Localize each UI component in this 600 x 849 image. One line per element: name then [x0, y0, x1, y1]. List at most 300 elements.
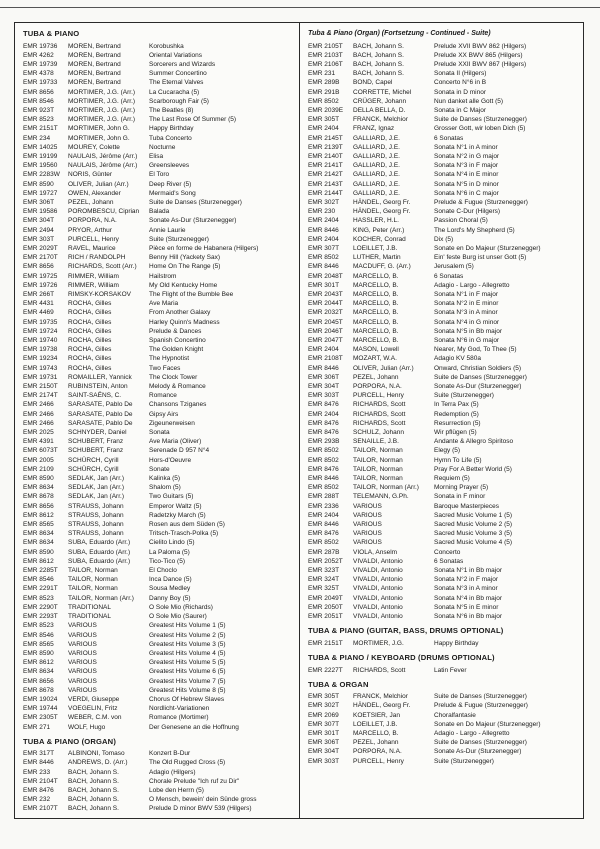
item-composer: RICHARDS, Scott: [353, 410, 406, 418]
item-title: Sonata N°2 in F major: [434, 576, 499, 584]
item-composer: PEZEL, Johann: [68, 198, 114, 206]
item-code: EMR 8634: [23, 539, 54, 547]
item-composer: KING, Peter (Arr.): [353, 226, 405, 234]
item-title: Hailstrom: [149, 272, 177, 280]
item-title: Greatest Hits Volume 2 (5): [149, 631, 226, 639]
item-title: Greatest Hits Volume 8 (5): [149, 686, 226, 694]
item-composer: RICHARDS, Scott: [353, 401, 406, 409]
item-composer: VERDI, Giuseppe: [68, 695, 120, 703]
catalog-row: [23, 51, 293, 60]
item-composer: SEDLAK, Jan (Arr.): [68, 484, 124, 492]
item-title: The Old Rugged Cross (5): [149, 759, 226, 767]
catalog-row: [23, 115, 293, 124]
catalog-row: [308, 345, 577, 354]
catalog-row: [308, 106, 577, 115]
item-code: EMR 2404: [308, 410, 339, 418]
item-code: EMR 2404: [308, 235, 339, 243]
item-composer: SCHULZ, Johann: [353, 429, 404, 437]
catalog-row: [308, 419, 577, 428]
item-title: Greatest Hits Volume 1 (5): [149, 622, 226, 630]
item-title: Chorale Prelude "Ich ruf zu Dir": [149, 777, 240, 785]
catalog-row: [308, 373, 577, 382]
item-title: Harley Quinn's Madness: [149, 318, 220, 326]
item-composer: SCHÜRCH, Cyrill: [68, 456, 119, 464]
item-composer: MOREN, Bertrand: [68, 70, 121, 78]
item-code: EMR 2466: [23, 419, 54, 427]
catalog-row: [308, 594, 577, 603]
catalog-row: [308, 520, 577, 529]
item-title: Elisa: [149, 152, 164, 160]
item-composer: VARIOUS: [68, 622, 97, 630]
item-code: EMR 2291T: [23, 585, 58, 593]
item-title: Sonata in C Major: [434, 106, 487, 114]
item-title: Adagio KV 580a: [434, 355, 481, 363]
item-title: Suite de Danses (Sturzenegger): [434, 693, 527, 701]
item-composer: STRAUSS, Johann: [68, 521, 124, 529]
item-title: Greatest Hits Volume 6 (5): [149, 668, 226, 676]
catalog-row: [308, 226, 577, 235]
catalog-row: [23, 768, 293, 777]
item-composer: MOREN, Bertrand: [68, 42, 121, 50]
catalog-row: [23, 795, 293, 804]
item-code: EMR 2005: [23, 456, 54, 464]
item-title: The Flight of the Bumble Bee: [149, 290, 234, 298]
item-title: Choralfantasie: [434, 711, 476, 719]
item-title: Melody & Romance: [149, 383, 206, 391]
catalog-row: [308, 336, 577, 345]
item-title: Tritsch-Trasch-Polka (5): [149, 530, 219, 538]
item-composer: ROCHA, Gilles: [68, 355, 112, 363]
catalog-row: [308, 566, 577, 575]
item-composer: OLIVER, Julian (Arr.): [353, 364, 414, 372]
catalog-row: [308, 720, 577, 729]
catalog-row: [23, 235, 293, 244]
item-code: EMR 8523: [23, 622, 54, 630]
catalog-row: [308, 692, 577, 701]
item-composer: VARIOUS: [68, 659, 97, 667]
item-title: Sousa Medley: [149, 585, 191, 593]
item-title: Spanish Concertino: [149, 337, 206, 344]
item-title: Adagio - Largo - Allegretto: [434, 730, 510, 738]
item-title: O Sole Mio (Saurer): [149, 613, 207, 621]
item-title: Suite de Danses (Sturzenegger): [149, 198, 242, 206]
catalog-row: [23, 520, 293, 529]
catalog-row: [308, 492, 577, 501]
item-code: EMR 8446: [308, 521, 339, 529]
item-title: Suite (Sturzenegger): [434, 757, 494, 765]
item-composer: GALLIARD, J.E.: [353, 152, 400, 160]
catalog-row: [308, 69, 577, 78]
item-code: EMR 8612: [23, 511, 54, 519]
item-composer: SARASATE, Pablo De: [68, 419, 133, 427]
catalog-row: [308, 51, 577, 60]
item-title: O Sole Mio (Richards): [149, 603, 213, 611]
item-composer: BACH, Johann S.: [68, 787, 119, 795]
item-composer: BACH, Johann S.: [68, 777, 119, 785]
item-composer: SARASATE, Pablo De: [68, 401, 133, 409]
item-composer: OWEN, Alexander: [68, 189, 121, 197]
item-title: Ave Maria: [149, 300, 179, 308]
item-composer: MOZART, W.A.: [353, 355, 397, 363]
item-title: Gipsy Airs: [149, 410, 179, 418]
catalog-row: [308, 428, 577, 437]
item-composer: MORTIMER, J.G. (Arr.): [68, 88, 136, 96]
catalog-section: [308, 626, 577, 648]
item-composer: RICHARDS, Scott: [353, 666, 406, 674]
catalog-row: [23, 143, 293, 152]
catalog-row: [23, 78, 293, 87]
catalog-row: [308, 318, 577, 327]
catalog-row: [308, 400, 577, 409]
catalog-row: [23, 290, 293, 299]
item-code: EMR 2049T: [308, 594, 343, 602]
item-title: Greatest Hits Volume 4 (5): [149, 649, 226, 657]
item-code: EMR 2305T: [23, 714, 58, 722]
item-composer: MARCELLO, B.: [353, 300, 399, 308]
catalog-row: [308, 738, 577, 747]
item-title: Suite de Danses (Sturzenegger): [434, 116, 527, 124]
catalog-row: [23, 400, 293, 409]
item-code: EMR 8634: [23, 530, 54, 538]
catalog-row: [23, 318, 293, 327]
item-code: EMR 8634: [23, 484, 54, 492]
catalog-row: [23, 161, 293, 170]
item-code: EMR 2039E: [308, 106, 344, 114]
item-composer: SUBA, Eduardo (Arr.): [68, 548, 131, 556]
item-title: Prelude & Fugue (Sturzenegger): [434, 198, 528, 206]
item-code: EMR 8590: [23, 475, 54, 483]
item-title: Scarborough Fair (5): [149, 97, 209, 105]
item-title: Sacred Music Volume 3 (5): [434, 530, 513, 538]
item-composer: CORRETTE, Michel: [353, 88, 412, 96]
item-title: Sonata N°3 in A minor: [434, 585, 498, 593]
item-code: EMR 6073T: [23, 447, 58, 455]
item-title: Sonata N°2 in G major: [434, 152, 500, 160]
item-title: The Golden Knight: [149, 346, 204, 354]
item-title: Radetzky March (5): [149, 511, 206, 519]
catalog-row: [308, 97, 577, 106]
catalog-row: [23, 492, 293, 501]
item-composer: RIMMER, William: [68, 281, 119, 289]
item-composer: DELLA BELLA, D.: [353, 106, 406, 114]
item-code: EMR 304T: [23, 217, 55, 225]
item-title: Sonata N°6 in Bb major: [434, 613, 502, 621]
item-code: EMR 2336: [308, 502, 339, 510]
item-title: 6 Sonatas: [434, 134, 464, 142]
item-code: EMR 8446: [308, 263, 339, 271]
item-composer: VARIOUS: [353, 511, 382, 519]
catalog-row: [23, 428, 293, 437]
item-title: Adagio - Largo - Allegretto: [434, 281, 510, 289]
item-code: EMR 2140T: [308, 152, 343, 160]
item-title: Redemption (5): [434, 410, 479, 418]
catalog-row: [308, 465, 577, 474]
item-composer: ROCHA, Gilles: [68, 300, 112, 308]
catalog-section: [23, 29, 293, 732]
item-code: EMR 2104T: [23, 777, 58, 785]
catalog-row: [23, 786, 293, 795]
item-code: EMR 2143T: [308, 180, 343, 188]
catalog-row: [23, 446, 293, 455]
item-composer: VIVALDI, Antonio: [353, 585, 403, 593]
item-title: Sonate C-Dur (Hilgers): [434, 208, 501, 216]
item-composer: STRAUSS, Johann: [68, 530, 124, 538]
item-title: Romance (Mortimer): [149, 714, 209, 722]
item-code: EMR 293B: [308, 438, 340, 446]
item-composer: MARCELLO, B.: [353, 290, 399, 298]
item-title: Prelude D minor BWV 539 (Hilgers): [149, 805, 252, 813]
item-title: Sonata N°6 in C major: [434, 189, 499, 197]
item-composer: HASSLER, H.L.: [353, 217, 399, 225]
item-composer: SUBA, Eduardo (Arr.): [68, 539, 131, 547]
item-code: EMR 19731: [23, 373, 58, 381]
item-composer: MORTIMER, J.G. (Arr.): [68, 106, 136, 114]
item-code: EMR 8590: [23, 548, 54, 556]
catalog-row: [308, 603, 577, 612]
item-title: Greatest Hits Volume 5 (5): [149, 659, 226, 667]
item-code: EMR 2032T: [308, 309, 343, 317]
item-composer: NORIS, Günter: [68, 171, 113, 179]
item-code: EMR 19560: [23, 162, 58, 170]
catalog-row: [23, 474, 293, 483]
item-code: EMR 19733: [23, 79, 58, 87]
item-composer: BACH, Johann S.: [353, 70, 404, 78]
item-code: EMR 303T: [308, 757, 340, 765]
section-title: TUBA & PIANO: [23, 29, 80, 38]
item-code: EMR 233: [23, 768, 51, 776]
catalog-row: [23, 465, 293, 474]
section-title: TUBA & PIANO / KEYBOARD (DRUMS OPTIONAL): [308, 653, 495, 662]
catalog-row: [23, 170, 293, 179]
catalog-row: [308, 529, 577, 538]
catalog-row: [23, 511, 293, 520]
item-title: Sonata N°6 in G major: [434, 337, 500, 344]
item-composer: PRYOR, Arthur: [68, 226, 112, 234]
item-composer: VARIOUS: [68, 640, 97, 648]
item-composer: ROCHA, Gilles: [68, 309, 112, 317]
catalog-column-left: [15, 23, 299, 818]
item-title: Sonate As-Dur (Sturzenegger): [434, 383, 522, 391]
item-composer: FRANCK, Melchior: [353, 693, 408, 701]
item-composer: TAILOR, Norman: [68, 567, 118, 575]
item-composer: SCHUBERT, Franz: [68, 447, 124, 455]
item-code: EMR 291B: [308, 88, 340, 96]
catalog-row: [23, 437, 293, 446]
item-title: Two Faces: [149, 364, 181, 372]
item-code: EMR 8612: [23, 557, 54, 565]
catalog-row: [23, 410, 293, 419]
item-title: Happy Birthday: [434, 639, 479, 647]
item-title: Shalom (5): [149, 484, 181, 492]
item-title: Romance: [149, 392, 177, 400]
item-composer: BACH, Johann S.: [68, 805, 119, 813]
catalog-row: [308, 134, 577, 143]
item-code: EMR 301T: [308, 281, 340, 289]
item-code: EMR 8502: [308, 456, 339, 464]
catalog-row: [23, 216, 293, 225]
item-code: EMR 2145T: [308, 134, 343, 142]
item-title: Lobe den Herrn (5): [149, 787, 204, 795]
catalog-row: [23, 621, 293, 630]
item-composer: MOREN, Bertrand: [68, 79, 121, 87]
item-composer: VIVALDI, Antonio: [353, 557, 403, 565]
item-composer: VARIOUS: [68, 677, 97, 685]
item-composer: MARCELLO, B.: [353, 281, 399, 289]
item-title: Sonata N°1 in Bb major: [434, 567, 502, 575]
item-title: Prelude XX BWV 865 (Hilgers): [434, 51, 523, 59]
item-composer: VARIOUS: [353, 530, 382, 538]
item-code: EMR 306T: [308, 373, 340, 381]
catalog-box: [14, 22, 584, 819]
item-title: Danny Boy (5): [149, 594, 191, 602]
item-title: Jerusalem (5): [434, 263, 474, 271]
catalog-row: [308, 207, 577, 216]
catalog-row: [308, 42, 577, 51]
item-title: Der Genesene an die Hoffnung: [149, 723, 239, 731]
catalog-row: [23, 677, 293, 686]
item-title: 6 Sonatas: [434, 272, 464, 280]
item-code: EMR 19738: [23, 346, 58, 354]
item-title: Sonata in F minor: [434, 493, 486, 501]
item-title: Deep River (5): [149, 180, 192, 188]
item-composer: OLIVER, Julian (Arr.): [68, 180, 129, 188]
item-composer: TAILOR, Norman: [68, 576, 118, 584]
item-title: Balada: [149, 208, 170, 216]
item-composer: PEZEL, Johann: [353, 739, 399, 747]
catalog-row: [308, 502, 577, 511]
item-composer: VIVALDI, Antonio: [353, 613, 403, 621]
catalog-row: [308, 152, 577, 161]
item-code: EMR 8678: [23, 686, 54, 694]
item-code: EMR 8476: [23, 787, 54, 795]
item-composer: FRANCK, Melchior: [353, 116, 408, 124]
catalog-row: [23, 758, 293, 767]
catalog-row: [308, 757, 577, 766]
item-composer: TAILOR, Norman: [353, 475, 403, 483]
catalog-row: [23, 566, 293, 575]
item-title: Passion Choral (5): [434, 217, 488, 225]
item-title: Emperor Waltz (5): [149, 502, 202, 510]
item-code: EMR 19725: [23, 272, 58, 280]
catalog-row: [308, 729, 577, 738]
item-composer: VARIOUS: [353, 539, 382, 547]
item-composer: PORPORA, N.A.: [68, 217, 117, 225]
item-title: The Beatles (8): [149, 106, 194, 114]
item-composer: GALLIARD, J.E.: [353, 189, 400, 197]
item-title: Home On The Range (5): [149, 263, 221, 271]
catalog-row: [308, 244, 577, 253]
catalog-row: [308, 548, 577, 557]
item-code: EMR 8476: [308, 401, 339, 409]
catalog-row: [23, 612, 293, 621]
item-composer: WEBER, C.M. von: [68, 714, 122, 722]
item-code: EMR 302T: [308, 198, 340, 206]
catalog-row: [23, 354, 293, 363]
item-title: From Another Galaxy: [149, 309, 211, 317]
catalog-row: [308, 538, 577, 547]
item-code: EMR 2047T: [308, 337, 343, 344]
catalog-row: [308, 235, 577, 244]
item-title: Prelude & Dances: [149, 327, 202, 335]
item-code: EMR 2151T: [23, 125, 58, 133]
item-code: EMR 302T: [308, 702, 340, 710]
item-title: Adagio (Hilgers): [149, 768, 196, 776]
catalog-row: [23, 124, 293, 133]
item-title: Annie Laurie: [149, 226, 186, 234]
item-title: Sonata N°4 in E minor: [434, 171, 499, 179]
item-title: Sonata N°3 in A minor: [434, 309, 498, 317]
catalog-row: [23, 373, 293, 382]
item-title: Sonata N°2 in E minor: [434, 300, 499, 308]
item-code: EMR 2404: [308, 217, 339, 225]
item-code: EMR 2108T: [308, 355, 343, 363]
item-code: EMR 304T: [308, 748, 340, 756]
catalog-section: [308, 680, 577, 766]
item-code: EMR 303T: [23, 235, 55, 243]
item-composer: BOND, Capel: [353, 79, 393, 87]
item-composer: VARIOUS: [353, 521, 382, 529]
item-code: EMR 2283W: [23, 171, 60, 179]
item-code: EMR 8612: [23, 659, 54, 667]
catalog-section: [23, 737, 293, 814]
catalog-row: [23, 262, 293, 271]
item-title: O Mensch, bewein' dein Sünde gross: [149, 796, 257, 804]
item-composer: MORTIMER, John G.: [68, 125, 130, 133]
item-title: My Old Kentucky Home: [149, 281, 218, 289]
item-title: Sonata II (Hilgers): [434, 70, 487, 78]
item-code: EMR 8546: [23, 631, 54, 639]
item-code: EMR 8523: [23, 594, 54, 602]
item-composer: MORTIMER, J.G. (Arr.): [68, 116, 136, 124]
item-title: Mermaid's Song: [149, 189, 196, 197]
item-composer: MACDUFF, G. (Arr.): [353, 263, 411, 271]
catalog-row: [308, 446, 577, 455]
item-title: Sonate en Do Majeur (Sturzenegger): [434, 244, 541, 252]
catalog-row: [23, 226, 293, 235]
item-code: EMR 2046T: [308, 327, 343, 335]
item-composer: NAULAIS, Jérôme (Arr.): [68, 162, 138, 170]
item-code: EMR 2103T: [308, 51, 343, 59]
item-composer: MARCELLO, B.: [353, 318, 399, 326]
item-title: Nearer, My God, To Thee (5): [434, 346, 517, 354]
item-composer: PORPORA, N.A.: [353, 383, 402, 391]
item-code: EMR 19736: [23, 42, 58, 50]
item-title: Suite (Sturzenegger): [149, 235, 209, 243]
catalog-row: [23, 695, 293, 704]
item-code: EMR 2141T: [308, 162, 343, 170]
item-title: Summer Concertino: [149, 70, 207, 78]
item-code: EMR 8565: [23, 521, 54, 529]
item-title: 6 Sonatas: [434, 557, 464, 565]
catalog-row: [308, 711, 577, 720]
item-title: Morning Prayer (5): [434, 484, 489, 492]
item-composer: VIOLA, Anselm: [353, 548, 398, 556]
item-composer: PURCELL, Henry: [353, 392, 404, 400]
page-top-rule: [0, 7, 600, 8]
item-composer: BACH, Johann S.: [68, 796, 119, 804]
item-composer: LOEILLET, J.B.: [353, 720, 398, 728]
item-code: EMR 2150T: [23, 383, 58, 391]
catalog-row: [308, 161, 577, 170]
item-code: EMR 19726: [23, 281, 58, 289]
item-code: EMR 231: [308, 70, 336, 78]
item-composer: RICHARDS, Scott: [353, 419, 406, 427]
item-composer: PORPORA, N.A.: [353, 748, 402, 756]
catalog-row: [23, 538, 293, 547]
catalog-row: [23, 180, 293, 189]
item-code: EMR 317T: [23, 750, 55, 758]
catalog-row: [23, 575, 293, 584]
